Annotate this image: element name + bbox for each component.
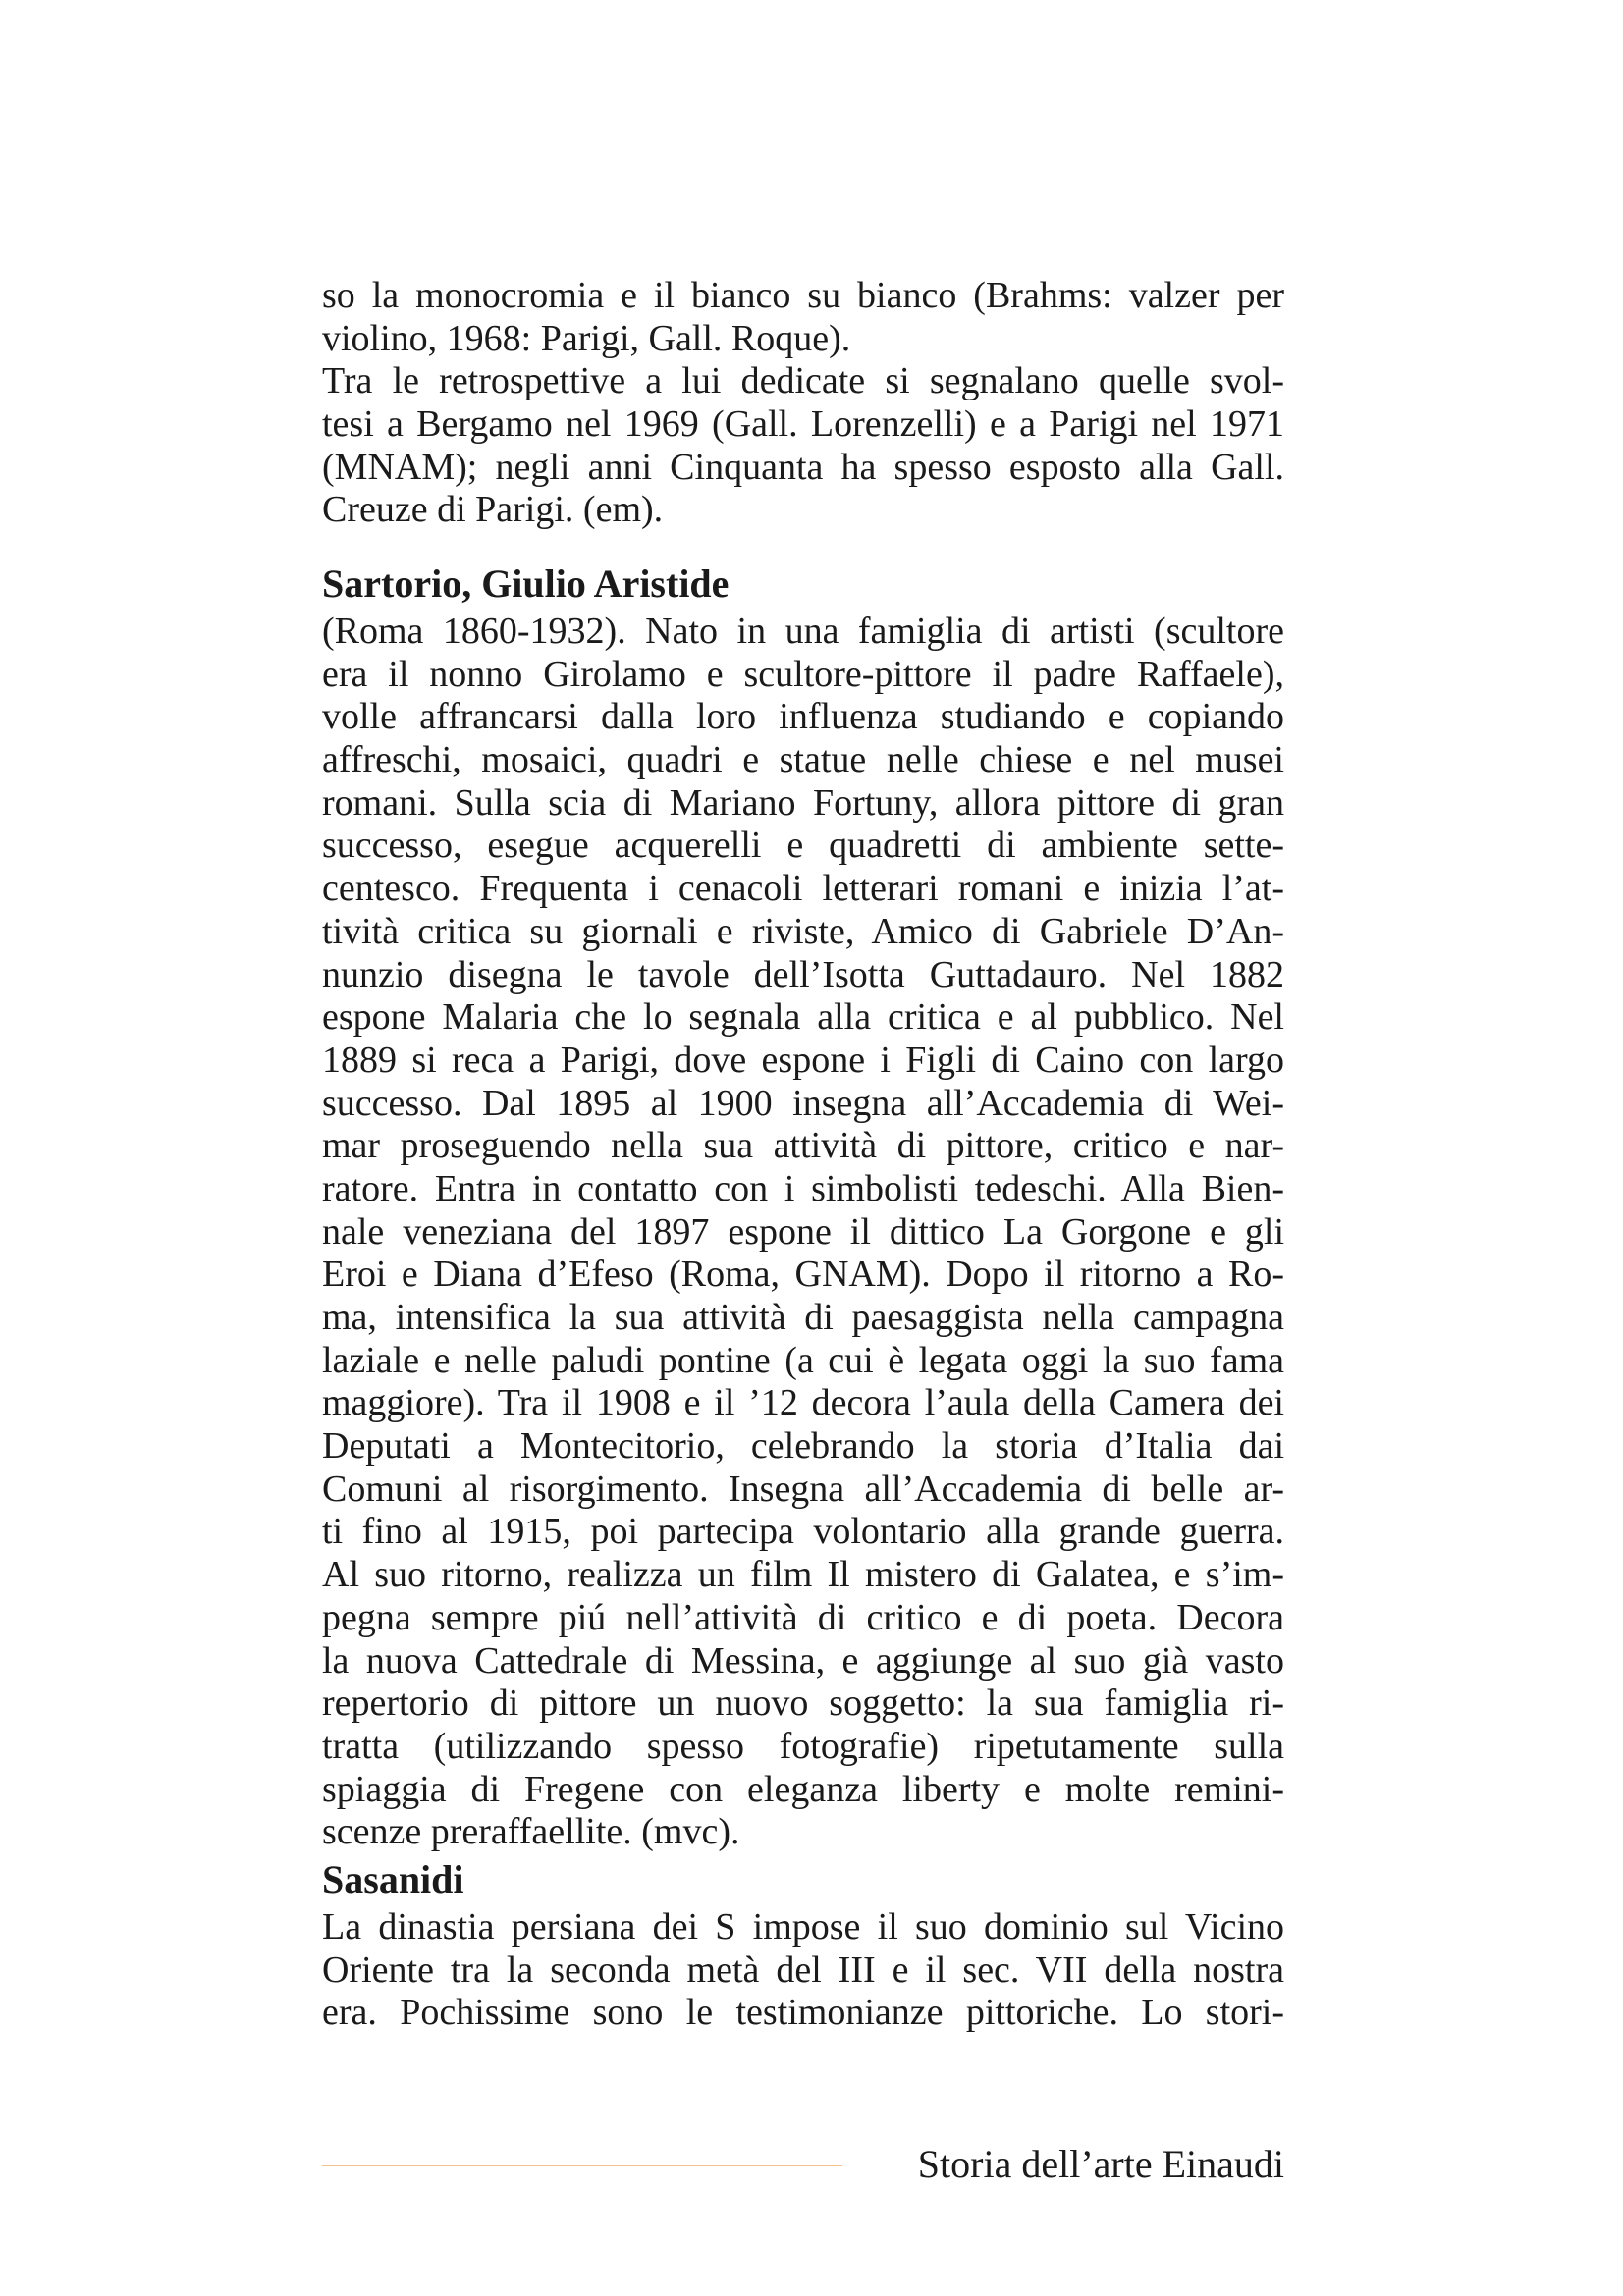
text-line: mar proseguendo nella sua attività di pittore, critico e nar- — [322, 1125, 1284, 1167]
text-line: era il nonno Girolamo e scultore-pittore il padre Raffaele), — [322, 653, 1284, 695]
entry-title: Sasanidi — [322, 1857, 464, 1901]
text-line: volle affrancarsi dalla loro influenza studiando e copiando — [322, 696, 1284, 738]
text-line: maggiore). Tra il 1908 e il ’12 decora l’aula della Camera dei — [322, 1382, 1284, 1424]
text-line: 1889 si reca a Parigi, dove espone i Figli di Caino con largo — [322, 1039, 1284, 1081]
footer-rule — [322, 2165, 842, 2166]
text-line: Comuni al risorgimento. Insegna all’Accademia di belle ar- — [322, 1468, 1284, 1510]
text-line: spiaggia di Fregene con eleganza liberty e molte remini- — [322, 1768, 1284, 1810]
text-line: so la monocromia e il bianco su bianco (Brahms: valzer per — [322, 275, 1284, 316]
text-line: ratore. Entra in contatto con i simbolisti tedeschi. Alla Bien- — [322, 1167, 1284, 1209]
continuation-paragraph — [322, 275, 1284, 532]
text-line: successo, esegue acquerelli e quadretti di ambiente sette- — [322, 825, 1284, 867]
text-line: Tra le retrospettive a lui dedicate si segnalano quelle svol- — [322, 360, 1284, 402]
text-line: ti fino al 1915, poi partecipa volontario alla grande guerra. — [322, 1511, 1284, 1553]
entry-sartorio — [322, 560, 1284, 1854]
text-line: successo. Dal 1895 al 1900 insegna all’Accademia di Wei- — [322, 1082, 1284, 1124]
text-line: Eroi e Diana d’Efeso (Roma, GNAM). Dopo il ritorno a Ro- — [322, 1254, 1284, 1296]
text-line: pegna sempre piú nell’attività di critico e di poeta. Decora — [322, 1596, 1284, 1638]
text-line: Creuze di Parigi. (em). — [322, 489, 664, 531]
text-line: Deputati a Montecitorio, celebrando la storia d’Italia dai — [322, 1425, 1284, 1468]
text-line: Al suo ritorno, realizza un film Il mistero di Galatea, e s’im- — [322, 1554, 1284, 1596]
text-line: Oriente tra la seconda metà del III e il sec. VII della nostra — [322, 1949, 1284, 1991]
text-line: (Roma 1860-1932). Nato in una famiglia di artisti (scultore — [322, 611, 1284, 652]
text-line: espone Malaria che lo segnala alla critica e al pubblico. Nel — [322, 996, 1284, 1039]
entry-title: Sartorio, Giulio Aristide — [322, 561, 730, 606]
text-line: nale veneziana del 1897 espone il dittico La Gorgone e gli — [322, 1210, 1284, 1253]
text-line: tratta (utilizzando spesso fotografie) ripetutamente sulla — [322, 1725, 1284, 1767]
footer-publication-title: Storia dell’arte Einaudi — [917, 2142, 1284, 2186]
entry-sasanidi — [322, 1855, 1284, 2035]
text-line: affreschi, mosaici, quadri e statue nelle chiese e nel musei — [322, 739, 1284, 781]
text-line: ma, intensifica la sua attività di paesaggista nella campagna — [322, 1297, 1284, 1338]
text-line: tività critica su giornali e riviste, Amico di Gabriele D’An- — [322, 910, 1284, 952]
text-line: era. Pochissime sono le testimonianze pittoriche. Lo stori- — [322, 1992, 1284, 2034]
text-line: repertorio di pittore un nuovo soggetto: la sua famiglia ri- — [322, 1682, 1284, 1725]
text-line: la nuova Cattedrale di Messina, e aggiunge al suo già vasto — [322, 1639, 1284, 1682]
text-line: centesco. Frequenta i cenacoli letterari romani e inizia l’at- — [322, 868, 1284, 910]
text-line: (MNAM); negli anni Cinquanta ha spesso esposto alla Gall. — [322, 446, 1284, 488]
text-line: scenze preraffaellite. (mvc). — [322, 1811, 740, 1853]
text-line: violino, 1968: Parigi, Gall. Roque). — [322, 317, 851, 359]
text-line: laziale e nelle paludi pontine (a cui è legata oggi la suo fama — [322, 1339, 1284, 1381]
text-line: romani. Sulla scia di Mariano Fortuny, allora pittore di gran — [322, 781, 1284, 824]
text-line: nunzio disegna le tavole dell’Isotta Guttadauro. Nel 1882 — [322, 953, 1284, 995]
text-line: tesi a Bergamo nel 1969 (Gall. Lorenzelli) e a Parigi nel 1971 — [322, 403, 1284, 446]
text-line: La dinastia persiana dei S impose il suo dominio sul Vicino — [322, 1906, 1284, 1948]
